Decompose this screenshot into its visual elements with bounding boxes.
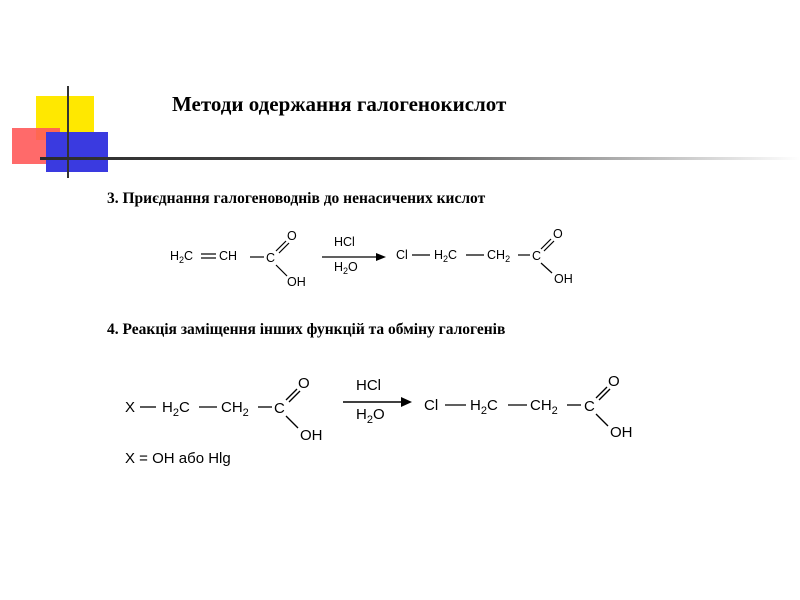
svg-text:H2C: $H_2C$	[170, 249, 194, 265]
svg-text:CH2: $CH_2$	[221, 399, 249, 419]
svg-text:OH: OH	[610, 424, 633, 441]
reaction-4-arrow	[343, 377, 412, 426]
svg-text:H2O: $H_2O$	[334, 260, 358, 276]
svg-text:C: C	[584, 398, 595, 415]
svg-text:O: O	[553, 227, 563, 241]
svg-text:H2C: $H_2C$	[434, 248, 458, 264]
svg-text:H2C: $H_2C$	[162, 399, 190, 419]
svg-text:OH: OH	[300, 427, 323, 444]
svg-text:CH2: $CH_2$	[530, 397, 558, 417]
svg-text:C: C	[532, 249, 542, 263]
substituent-note: X = OH або Hlg	[125, 450, 231, 467]
svg-text:CH2: $CH_2$	[487, 248, 511, 264]
slide-title: Методи одержання галогенокислот	[172, 92, 507, 116]
section-4-heading: 4. Реакція заміщення інших функцій та обміну галогенів	[107, 321, 506, 338]
svg-text:CH: CH	[219, 249, 238, 263]
svg-text:Cl: Cl	[424, 397, 439, 414]
section-3-heading: 3. Приєднання галогеноводнів до ненасичених кислот	[107, 190, 486, 207]
svg-text:HCl: HCl	[356, 377, 381, 394]
svg-text:HCl: HCl	[334, 235, 355, 249]
svg-text:OH: OH	[287, 275, 306, 289]
svg-text:OH: OH	[554, 272, 573, 286]
svg-text:H2O: $H_2O$	[356, 406, 385, 426]
reaction-4-reactant	[125, 375, 323, 444]
svg-text:O: O	[608, 373, 620, 390]
svg-text:X: X	[125, 399, 136, 416]
svg-text:H2C: $H_2C$	[470, 397, 498, 417]
reaction-4-product	[424, 373, 633, 441]
svg-text:C: C	[274, 400, 285, 417]
svg-text:O: O	[287, 229, 297, 243]
svg-text:C: C	[266, 251, 276, 265]
svg-text:O: O	[298, 375, 310, 392]
svg-text:Cl: Cl	[396, 248, 408, 262]
